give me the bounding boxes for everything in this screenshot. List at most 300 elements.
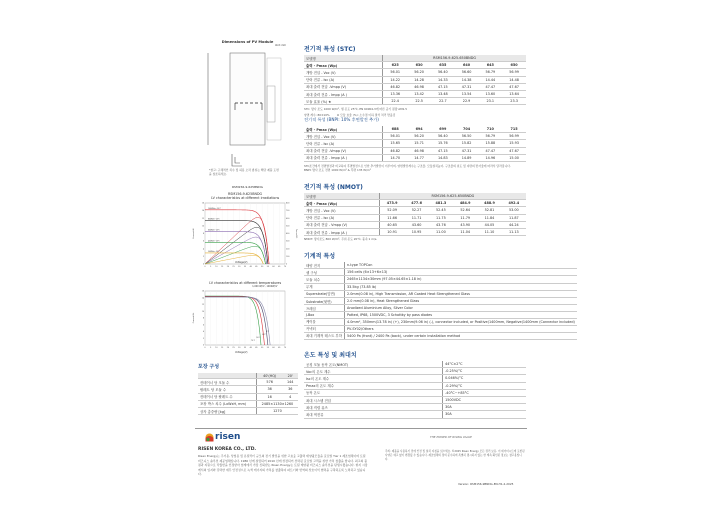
x-tick-label: 5 (210, 265, 212, 268)
table-cell: 47.31 (455, 83, 479, 90)
table-row (304, 375, 526, 382)
x-tick-label: 50 (260, 346, 264, 349)
table-cell: 22.7 (431, 98, 455, 105)
table-cell: 4.0mm², 350mm(13.78 in) (+), 230mm(9.06 in) (-), connector included, or Positive(1400mm, Negative(1400mm (Connector included) (345, 318, 577, 325)
irradiance-chart (190, 192, 300, 276)
y2-tick-label: 600 (286, 217, 290, 220)
table-cell: -40°C~+85°C (443, 389, 526, 396)
table-cell: 47.67 (502, 147, 526, 154)
table-cell: 56.40 (431, 69, 455, 76)
row-label: 단락 전류 - Isc (A) (304, 76, 383, 83)
table-cell: 15.76 (431, 140, 455, 147)
table-cell: 640 (455, 62, 479, 69)
iv-curve (202, 232, 267, 266)
table-cell: 156 cells (6×13+6×13) (345, 269, 577, 276)
row-label: 셀 구성 (304, 269, 345, 276)
x-tick-label: 30 (238, 346, 241, 349)
table-cell: 14.33 (431, 76, 455, 83)
table-cell: 47.67 (502, 83, 526, 90)
table-cell: 0.046%/°C (443, 375, 526, 382)
table-cell: 5400 Pa (front) / 2400 Pa (back), under certain installation method (345, 332, 577, 339)
table-cell: -0.29%/°C (443, 382, 526, 389)
temperature-section (304, 350, 526, 419)
table-row (304, 228, 526, 235)
row-label: 모듈 치수 (304, 276, 345, 283)
series-label: 75°C (251, 341, 255, 342)
table-row (304, 83, 526, 90)
series-label: 1000W/m² 25°C (208, 208, 221, 210)
table-cell: 52.45 (429, 207, 453, 214)
table-cell: 13.36 (383, 90, 408, 97)
row-label: Superstrate(앞면) (304, 290, 345, 297)
table-cell: 56.20 (407, 69, 431, 76)
table-cell: 56.40 (431, 133, 455, 140)
x-tick-label: 45 (255, 346, 258, 349)
table-cell: 56.99 (502, 69, 526, 76)
table-row (304, 318, 577, 325)
row-label: 모듈 효율 (%) ★ (304, 98, 383, 105)
table-row (304, 290, 577, 297)
row-label: 출력 - Pmax (Wp) (304, 126, 383, 133)
y-tick-label: 4 (202, 248, 204, 251)
table-cell: 484.9 (453, 200, 477, 207)
y-tick-label: 0 (202, 344, 204, 347)
table-row (304, 90, 526, 97)
row-label: 개방 전압 - Voc (V) (304, 133, 383, 140)
y-tick-label: 14 (201, 210, 204, 213)
nmot-title: 전기적 특성 (NMOT) (304, 184, 363, 191)
y-tick-label: 10 (201, 310, 204, 313)
table-row (304, 361, 526, 368)
dimensions-unit: Unit: mm (274, 44, 286, 47)
series-label: 800W/m² 25°C (208, 219, 220, 221)
table-cell: 15.88 (478, 140, 502, 147)
table-cell: 52.81 (477, 207, 501, 214)
table-cell: 47.47 (478, 147, 502, 154)
stc-note: STC: 방사 조도 1000 W/m², 셀 온도 25℃, EN 60904-3에 따른 공기 질량 AM1.5 (304, 107, 408, 112)
table-cell: Anodized Aluminium Alloy, Silver Color (345, 305, 577, 312)
table-cell: -0.25%/°C (443, 368, 526, 375)
table-cell: 11.04 (453, 228, 477, 235)
table-cell: 11.10 (477, 228, 501, 235)
table-cell: 14.38 (455, 76, 479, 83)
table-cell: 40.65 (379, 221, 404, 228)
table-cell: 715 (502, 126, 526, 133)
mechanical-title: 기계적 특성 (304, 253, 336, 260)
table-cell: 15.65 (383, 140, 408, 147)
table-row (304, 404, 526, 411)
table-cell: 56.01 (383, 69, 408, 76)
y-tick-label: 4 (202, 331, 204, 334)
chart2-title: I-V characteristics at different temperatures (208, 281, 282, 285)
table-cell: 56.01 (383, 133, 408, 140)
x-tick-label: 15 (220, 265, 224, 268)
table-cell: 492.4 (502, 200, 526, 207)
row-label: 단락 전류 - Isc (A) (304, 140, 383, 147)
row-label: 프레임 (304, 305, 345, 312)
table-row (304, 200, 526, 207)
y2-axis-label: Power(W) (295, 228, 297, 239)
y-tick-label: 14 (201, 297, 204, 300)
table-cell: 52.64 (453, 207, 477, 214)
row-label: 최대 시스템 전압 (304, 396, 443, 403)
row-label: 최대 직렬 퓨즈 (304, 404, 443, 411)
table-cell: 15.00 (502, 154, 526, 161)
table-cell: 477.6 (404, 200, 428, 207)
table-cell: 11.79 (453, 214, 477, 221)
nmot-table: 모델명 RSM156-9-625-650BNDG 출력 - Pmax (Wp) 473.9 477.6 481.3 484.9 488.9 492.4 개방 전압 - Voc (V) 52.09 52.27 52.45 52.64 52.81 53.00 단락 전류 - Isc (A) 11.66 11.71 11.75 11.79 11.84 11.87 최대 출력 전압 - Vmpp (V) 40.65 43.60 43.76 43.90 44.05 44.24 최대 출력 전류 - Impp (A ) 10.91 10.95 11.00 11.04 11.10 11.13 (304, 193, 526, 236)
y-axis-label: Current(A) (193, 312, 195, 324)
table-row (304, 305, 577, 312)
x-tick-label: 45 (255, 265, 258, 268)
y2-tick-label: 100 (286, 255, 290, 258)
table-cell: 22.5 (407, 98, 431, 105)
table-row (304, 276, 577, 283)
series-label: 0°C (266, 332, 270, 333)
table-cell: 14.96 (478, 154, 502, 161)
table-cell: 23.1 (478, 98, 502, 105)
table-cell: 14.28 (407, 76, 431, 83)
y-tick-label: 16 (201, 290, 204, 293)
table-cell: 22.4 (383, 98, 408, 105)
col-40hq: 40'(HQ) (256, 373, 282, 379)
table-cell: PV-SY02/Others (345, 325, 577, 332)
row-label: 개방 전압 - Voc (V) (304, 207, 379, 214)
row-label: 커넥터 (304, 325, 345, 332)
table-cell: 43.60 (404, 221, 428, 228)
table-cell: 44.24 (502, 221, 526, 228)
row-label: 동작 온도 (304, 389, 443, 396)
iv-curve (202, 296, 261, 347)
table-row (304, 76, 526, 83)
dimensions-note: *참고: 구체적인 치수 및 허용 오차 범위는 해당 제품 도면을 참조하세요. (209, 168, 279, 176)
table-cell: 47.47 (478, 83, 502, 90)
table-row (304, 98, 526, 105)
table-cell: 33.5kg (73.85 lb) (345, 283, 577, 290)
x-tick-label: 40 (249, 346, 252, 349)
table-cell: 13.54 (455, 90, 479, 97)
row-label: 출력 - Pmax (Wp) (304, 200, 379, 207)
y2-tick-label: 800 (286, 202, 290, 205)
dimensions-model: RSM156-9-625BNDG (231, 185, 264, 189)
table-cell: 15.82 (455, 140, 479, 147)
table-row (304, 207, 526, 214)
table-cell: 13.64 (502, 90, 526, 97)
table-cell: 704 (455, 126, 479, 133)
y-tick-label: 12 (201, 304, 204, 307)
row-label: 최대 역전류 (304, 411, 443, 418)
x-tick-label: 10 (215, 265, 218, 268)
bnpi-title: 전기적 특성 (BNPI: 10% 후면발전 추가) (304, 117, 379, 122)
table-cell: 43.90 (453, 221, 477, 228)
table-cell: 11.66 (379, 214, 404, 221)
table-cell: 46.98 (407, 147, 431, 154)
x-tick-label: 70 (283, 346, 287, 349)
company-description: Risen Energy는 주거용, 상업용 및 유틸리티 규모의 전기 발전을 위한 고효율 고출력 태양광모듈을 글로벌 Tier 1 제조업체이며 토털 비즈니스 솔루션 제공업체입니다. 1986 년에 설립되어 2010 년에 상장되어 선력된 글로벌 고객을 위한 가치 창출을 합니다. 최고의 품질과 지원으로 탁월함을 인정받아 업계에서 가장 신뢰받는 Risen Energy는 토털 태양광 비즈니스 솔루션을 탄생시켰습니다. 현지 시장에서의 입지와 강력한 재무 안전성으로 녹색 에너지의 가치를 창출하여 파트너와 번역의 상호이익 협력을 구축하도록 노력하고 있습니다. (198, 454, 368, 477)
table-cell: 14.83 (431, 154, 455, 161)
table-cell: 2.0mm(0.08 in), High Transmission, AR Coated Heat Strengthened Glass (345, 290, 577, 297)
mechanical-table (304, 262, 577, 340)
table-cell: 44°C±2°C (443, 361, 526, 368)
table-cell: 473.9 (379, 200, 404, 207)
module-drawing (195, 48, 300, 148)
risen-logo (205, 432, 240, 442)
x-tick-label: 25 (232, 346, 235, 349)
row-label: Isc의 온도 계수 (304, 375, 443, 382)
chart1-title: I-V characteristics at different irradiations (210, 196, 280, 200)
table-cell: 699 (431, 126, 455, 133)
x-tick-label: 15 (220, 346, 224, 349)
col-20: 20' (282, 373, 298, 379)
x-tick-label: 35 (243, 346, 247, 349)
table-row (304, 269, 577, 276)
stc-section (304, 44, 526, 117)
table-cell: 47.15 (431, 83, 455, 90)
x-tick-label: 65 (278, 346, 281, 349)
y-tick-label: 8 (202, 233, 204, 236)
table-cell: 11.84 (477, 214, 501, 221)
table-cell: Potted, IP68, 1500VDC, 3 Schottky by pass diodes (345, 312, 577, 318)
table-cell: 688 (383, 126, 408, 133)
table-cell: 43.76 (429, 221, 453, 228)
bnpi-note: STC조건에서 전면발전과 비교하여 후면발전으로 인한 추가발전이 이루어며, 양면발전계수는 구조물, 모듈설치높이, 구조물의 위도 및 지면의 반사율에 따라서 달라집니다. (304, 163, 511, 168)
x-tick-label: 55 (266, 265, 270, 268)
temperature-chart (190, 281, 300, 357)
x-tick-label: 65 (278, 265, 281, 268)
dimensions-title: Dimensions of PV Module (221, 40, 274, 44)
table-row (304, 396, 526, 403)
table-row: 컨테이너 당 팔레트 수 16 4 (198, 393, 298, 400)
table-cell: 10.95 (404, 228, 428, 235)
chart1-model: RSM156-9-625BNDG (227, 192, 263, 196)
nmot-note: NMOT: 방사조도 800 W/m², 주위 온도 20℃, 풍속 1 m/s. (304, 237, 378, 242)
series-label: 25°C (261, 335, 266, 336)
x-tick-label: 5 (210, 346, 212, 349)
table-cell: 625 (383, 62, 408, 69)
x-tick-label: 60 (272, 346, 275, 349)
table-cell: 30A (443, 404, 526, 411)
x-tick-label: 35 (243, 265, 247, 268)
table-cell: 11.00 (429, 228, 453, 235)
table-cell: 11.13 (502, 228, 526, 235)
y-tick-label: 2 (202, 337, 204, 340)
company-name: RISEN KOREA CO., LTD. (198, 447, 257, 452)
x-tick-label: 30 (238, 265, 241, 268)
table-cell: 23.3 (502, 98, 526, 105)
series-label: 600W/m² 25°C (208, 230, 220, 232)
table-cell: 14.48 (502, 76, 526, 83)
row-label: J-Box (304, 312, 345, 318)
table-row (304, 332, 577, 339)
x-tick-label: 40 (249, 265, 252, 268)
table-cell: 645 (478, 62, 502, 69)
bnpi-section (304, 117, 526, 172)
table-cell: 56.79 (478, 133, 502, 140)
x-tick-label: 70 (283, 265, 287, 268)
y2-tick-label: 0 (286, 263, 288, 266)
row-label: 최대 출력 전류 - Impp (A ) (304, 90, 383, 97)
mechanical-section (304, 251, 575, 340)
row-label: Pmax의 온도 계수 (304, 382, 443, 389)
chart2-plot (190, 288, 300, 353)
table-cell: 52.09 (379, 207, 404, 214)
table-row (304, 69, 526, 76)
chart2-xlabel: Voltage(V) (235, 351, 248, 354)
x-tick-label: 10 (215, 346, 218, 349)
y-tick-label: 0 (202, 263, 204, 266)
table-cell: 47.31 (455, 147, 479, 154)
table-cell: 14.89 (455, 154, 479, 161)
x-tick-label: 25 (232, 265, 235, 268)
table-cell: 44.05 (477, 221, 501, 228)
table-row (304, 214, 526, 221)
table-cell: n-type TOPCon (345, 262, 577, 269)
table-row (304, 133, 526, 140)
x-tick-label: 0 (204, 346, 206, 349)
packaging-section (198, 363, 300, 415)
table-cell: 56.60 (455, 69, 479, 76)
table-cell: 14.70 (383, 154, 408, 161)
y-tick-label: 12 (201, 217, 204, 220)
table-cell: 14.44 (478, 76, 502, 83)
table-row: 상자 총중량 [kg] 1270 (198, 407, 298, 414)
table-cell: 630 (407, 62, 431, 69)
row-label: Substrate(뒷면) (304, 297, 345, 304)
y-axis-label: Current(A) (193, 228, 195, 239)
row-label: 개방 전압 - Voc (V) (304, 69, 383, 76)
version-label: Version: RSM156-9BNDG-EN-H1-2-2025 (458, 482, 514, 486)
caution-note: 주의: 제품을 사용하기 전에 안전 및 설치 지침을 읽으세요. ©2025 Risen Energy 모든 권리 보유. 이 데이터시트에 포함된 사양은 예고 없이 변경될 수 있습니다. 제조업체의 정의 준수하며 특별히 명시되지 않는 한 계속 확인된 정보는 참고용입니다. (385, 450, 525, 461)
x-tick-label: 50 (260, 265, 264, 268)
row-label: 최대 출력 전류 - Impp (A ) (304, 228, 379, 235)
table-row (304, 154, 526, 161)
series-label: 400W/m² 25°C (208, 241, 220, 243)
table-cell: 650 (502, 62, 526, 69)
table-row (304, 262, 577, 269)
table-cell: 710 (478, 126, 502, 133)
table-cell: 15.71 (407, 140, 431, 147)
table-cell: 56.20 (407, 133, 431, 140)
stc-table: 모델명 RSM156-9-625-650BNDG 출력 - Pmax (Wp) 625 630 635 640 645 650 개방 전압 - Voc (V) 56.01 56.20 56.40 56.60 56.79 56.99 단락 전류 - Isc (A) 14.22 14.28 14.33 14.38 14.44 14.48 최대 출력 전압 -Vmpp (V) 46.82 46.98 47.15 47.31 47.47 47.67 최대 출력 전류 - Impp (A ) 13.36 13.42 13.48 13.54 13.60 13.64 모듈 효율 (%) ★ 22.4 22.5 22.7 22.9 23.1 23.3 (304, 55, 526, 105)
x-tick-label: 20 (226, 346, 230, 349)
y2-tick-label: 700 (286, 210, 290, 213)
table-row (304, 221, 526, 228)
chart1-xlabel: Voltage(V) (235, 261, 248, 264)
x-tick-label: 55 (266, 346, 270, 349)
table-row (304, 368, 526, 375)
table-cell: 2.0 mm(0.08 in), Heat Strengthened Glass (345, 297, 577, 304)
table-cell: 10.91 (379, 228, 404, 235)
series-label: 200W/m² 25°C (208, 251, 220, 253)
row-label: 태양 전지 (304, 262, 345, 269)
y-tick-label: 8 (202, 317, 204, 320)
table-cell: 15.93 (502, 140, 526, 147)
y2-tick-label: 400 (286, 233, 290, 236)
table-cell: 488.9 (477, 200, 501, 207)
footer-divider (195, 428, 527, 429)
frame-profile-drawing (227, 153, 247, 169)
row-label: 출력 - Pmax (Wp) (304, 62, 383, 69)
table-row (304, 126, 526, 133)
table-row (304, 283, 577, 290)
sun-logo-icon (205, 433, 214, 442)
temperature-table (304, 361, 526, 419)
table-row: 컨테이너 당 모듈 수 576 144 (198, 379, 298, 386)
table-cell: 13.60 (478, 90, 502, 97)
row-label: 단락 전류 - Isc (A) (304, 214, 379, 221)
table-cell: 56.50 (455, 133, 479, 140)
table-cell: 52.27 (404, 207, 428, 214)
table-cell: 481.3 (429, 200, 453, 207)
table-row (304, 382, 526, 389)
row-label: 최대 출력 전류 - Impp (A ) (304, 154, 383, 161)
series-label: 50°C (256, 338, 261, 339)
table-cell: 46.82 (383, 147, 408, 154)
row-label: Voc의 온도 계수 (304, 368, 443, 375)
table-cell: 47.15 (431, 147, 455, 154)
table-cell: 13.42 (407, 90, 431, 97)
table-cell: 13.48 (431, 90, 455, 97)
x-tick-label: 0 (204, 265, 206, 268)
efficiency-note: ★ 모듈 효율 (%): 소수점 이하 절삭 처리 반올림 (336, 113, 396, 118)
stc-title: 전기적 특성 (STC) (304, 46, 356, 53)
table-cell: 46.98 (407, 83, 431, 90)
y-tick-label: 6 (202, 240, 204, 243)
y2-tick-label: 300 (286, 240, 290, 243)
bnpi-condition: BNPI: 방사 조도 전면 1000 W/m² & 후면 135 W/m² (304, 167, 371, 172)
bnpi-table (304, 126, 526, 162)
table-cell: 11.71 (404, 214, 428, 221)
table-row: 포장 박스 치수 (LxWxH, mm) 2485×1130×1260 (198, 400, 298, 407)
packaging-title: 포장 구성 (198, 364, 220, 370)
table-cell: 22.9 (455, 98, 479, 105)
table-cell: 2465×1134×30mm (97.05×44.65×1.18 in) (345, 276, 577, 283)
table-cell: 694 (407, 126, 431, 133)
table-row (304, 147, 526, 154)
row-label: 최대 출력 전압 -Vmpp (V) (304, 147, 383, 154)
temperature-title: 온도 특성 및 최대치 (304, 352, 357, 359)
bifaciality-note: 양면 계수: 80±10% (304, 113, 330, 118)
table-cell: 14.22 (383, 76, 408, 83)
y-tick-label: 10 (201, 225, 204, 228)
table-cell: 11.87 (502, 214, 526, 221)
table-row: 팔레트 당 모듈 수 36 36 (198, 386, 298, 393)
table-cell: 30A (443, 411, 526, 418)
x-tick-label: 20 (226, 265, 230, 268)
table-cell: 53.00 (502, 207, 526, 214)
row-label: 무게 (304, 283, 345, 290)
chart2-subtitle: 1,000 W/m², 1000W/m² (252, 285, 278, 288)
table-cell: 11.75 (429, 214, 453, 221)
dimensions-section (195, 40, 300, 180)
y-tick-label: 2 (202, 255, 204, 258)
row-label: 최대 기계적 테스트 부하 (304, 332, 345, 339)
row-label: 최대 출력 전압 - Vmpp (V) (304, 221, 379, 228)
row-label: 공칭 모듈 동작 온도(NMOT) (304, 361, 443, 368)
table-row (304, 389, 526, 396)
logo-text: risen (215, 432, 241, 442)
x-tick-label: 60 (272, 265, 275, 268)
table-row (304, 62, 526, 69)
table-row (304, 325, 577, 332)
y-tick-label: 16 (201, 202, 204, 205)
table-cell: 56.99 (502, 133, 526, 140)
row-label: 최대 출력 전압 -Vmpp (V) (304, 83, 383, 90)
table-cell: 56.79 (478, 69, 502, 76)
tagline: THE POWER OF RISING VALUE (430, 435, 472, 439)
table-cell: 1500VDC (443, 396, 526, 403)
table-row (304, 297, 577, 304)
